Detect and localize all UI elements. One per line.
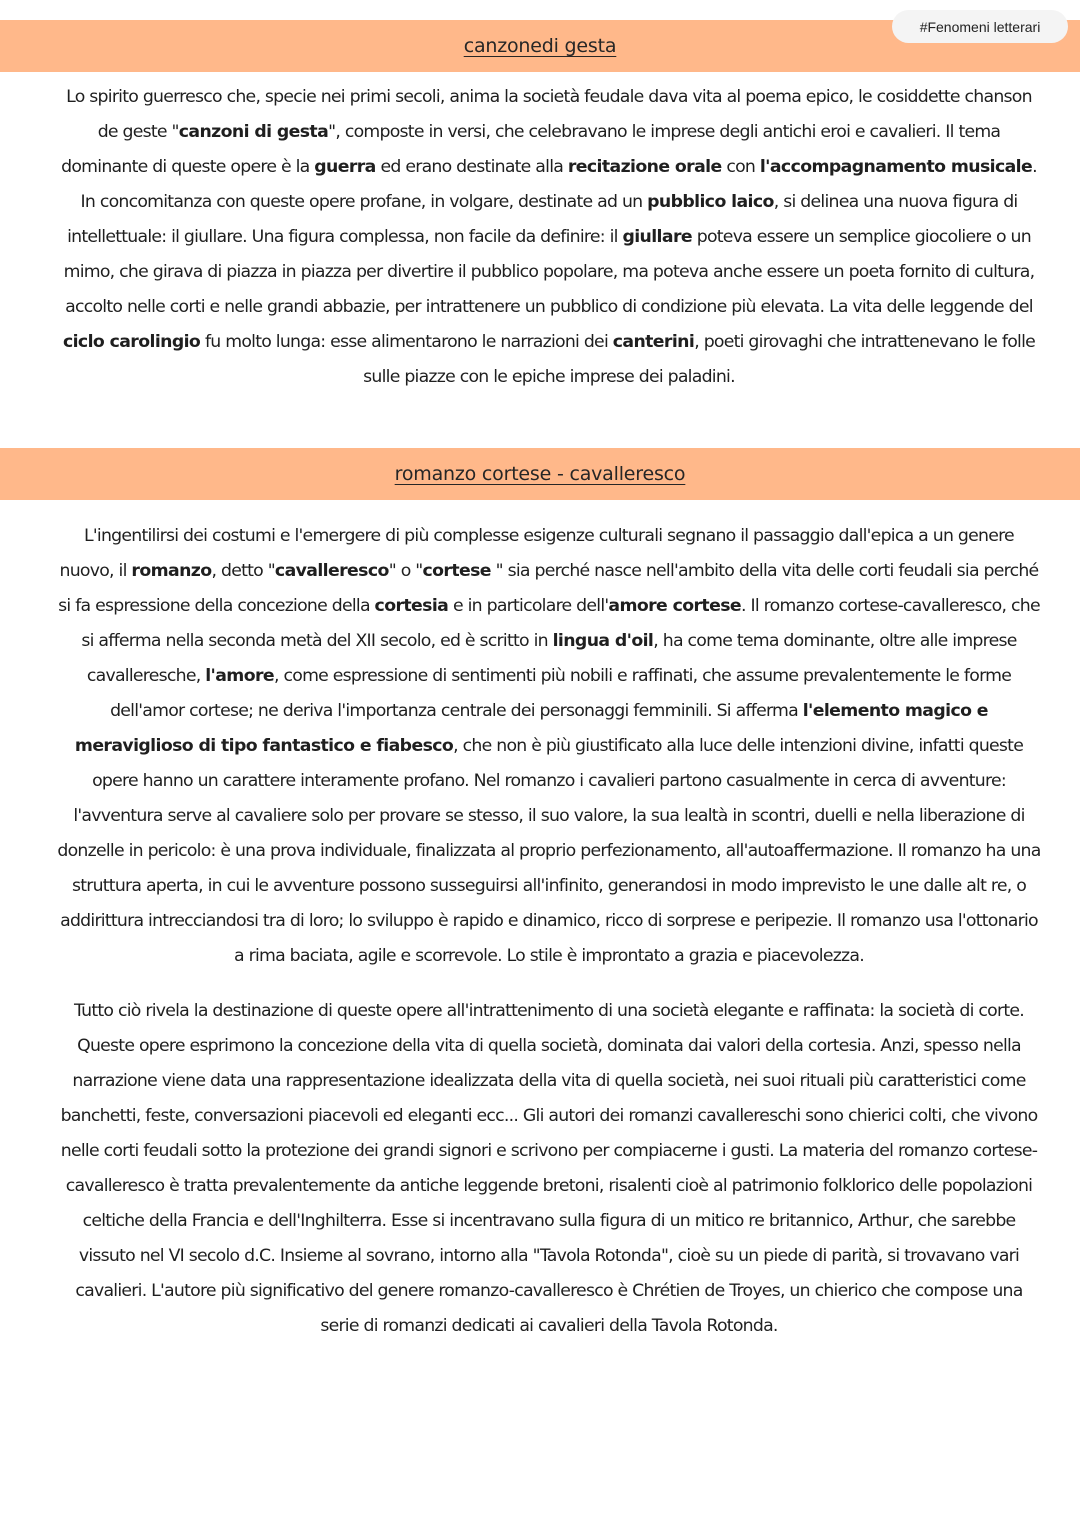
bold-term: guerra [314, 157, 376, 177]
paragraph-canzoni: Lo spirito guerresco che, specie nei primi secoli, anima la società feudale dava vita al poema epico, le cosiddette chanson de geste "canzoni di gesta", composte in versi, che celebravano le imprese degli antichi eroi e cavalieri. Il tema dominante di queste opere è la guerra ed erano destinate alla recitazione orale con l'accompagnamento musicale. In concomitanza con queste opere profane, in volgare, destinate ad un pubblico laico, si delinea una nuova figura di intellettuale: il giullare. Una figura complessa, non facile da definire: il giullare poteva essere un semplice giocoliere o un mimo, che girava di piazza in piazza per divertire il pubblico popolare, ma poteva anche essere un poeta fornito di cultura, accolto nelle corti e nelle grandi abbazie, per intrattenere un pubblico di condizione più elevata. La vita delle leggende del ciclo carolingio fu molto lunga: esse alimentarono le narrazioni dei canterini, poeti girovaghi che intrattenevano le folle sulle piazze con le epiche imprese dei paladini. [61, 87, 1037, 387]
paragraph-romanzo: L'ingentilirsi dei costumi e l'emergere di più complesse esigenze culturali segnano il passaggio dall'epica a un genere nuovo, il romanzo, detto "cavalleresco" o "cortese " sia perché nasce nell'ambito della vita delle corti feudali sia perché si fa espressione della concezione della cortesia e in particolare dell'amore cortese. Il romanzo cortese-cavalleresco, che si afferma nella seconda metà del XII secolo, ed è scritto in lingua d'oil, ha come tema dominante, oltre alle imprese cavalleresche, l'amore, come espressione di sentimenti più nobili e raffinati, che assume prevalentemente le forme dell'amor cortese; ne deriva l'importanza centrale dei personaggi femminili. Si afferma l'elemento magico e meraviglioso di tipo fantastico e fiabesco, che non è più giustificato alla luce delle intenzioni divine, infatti queste opere hanno un carattere interamente profano. Nel romanzo i cavalieri partono casualmente in cerca di avventure: l'avventura serve al cavaliere solo per provare se stesso, il suo valore, la sua lealtà in scontri, duelli e nella liberazione di donzelle in pericolo: è una prova individuale, finalizzata al proprio perfezionamento, all'autoaffermazione. Il romanzo ha una struttura aperta, in cui le avventure possono susseguirsi all'infinito, generandosi in modo imprevisto le une dalle alt re, o addirittura intrecciandosi tra di loro; lo sviluppo è rapido e dinamico, ricco di sorprese e peripezie. Il romanzo usa l'ottonario a rima baciata, agile e scorrevole. Lo stile è improntato a grazia e piacevolezza. [57, 526, 1041, 966]
bold-term: cortesia [374, 596, 449, 616]
bold-term: l'accompagnamento musicale [759, 157, 1033, 177]
bold-term: canzoni di gesta [178, 122, 329, 142]
bold-term: lingua d'oil [552, 631, 654, 651]
bold-term: l'amore [205, 666, 275, 686]
bold-term: romanzo [131, 561, 212, 581]
bold-term: l'elemento magico e meraviglioso di tipo fantastico e fiabesco [74, 701, 988, 756]
bold-term: giullare [622, 227, 692, 247]
section-header-romanzo [0, 448, 1080, 500]
bold-term: cavalleresco [274, 561, 389, 581]
bold-term: cortese [422, 561, 491, 581]
section-title: canzonedi gesta [463, 35, 617, 57]
bold-term: pubblico laico [647, 192, 774, 212]
bold-term: ciclo carolingio [62, 332, 201, 352]
section-title: romanzo cortese - cavalleresco [394, 463, 686, 485]
topic-tag[interactable]: #Fenomeni letterari [892, 10, 1068, 43]
bold-term: recitazione orale [567, 157, 722, 177]
paragraph-romanzo-corte: Tutto ciò rivela la destinazione di queste opere all'intrattenimento di una società elegante e raffinata: la società di corte. Queste opere esprimono la concezione della vita di quella società, dominata dai valori della cortesia. Anzi, spesso nella narrazione viene data una rappresentazione idealizzata della vita di quella società, nei suoi rituali più caratteristici come banchetti, feste, conversazioni piacevoli ed eleganti ecc... Gli autori dei romanzi cavallereschi sono chierici colti, che vivono nelle corti feudali sotto la protezione dei grandi signori e scrivono per compiacerne i gusti. La materia del romanzo cortese-cavalleresco è tratta prevalentemente da antiche leggende bretoni, risalenti cioè al patrimonio folklorico delle popolazioni celtiche della Francia e dell'Inghilterra. Esse si incentravano sulla figura di un mitico re britannico, Arthur, che sarebbe vissuto nel VI secolo d.C. Insieme al sovrano, intorno alla "Tavola Rotonda", cioè su un piede di parità, si trovavano vari cavalieri. L'autore più significativo del genere romanzo-cavalleresco è Chrétien de Troyes, un chierico che compose una serie di romanzi dedicati ai cavalieri della Tavola Rotonda. [60, 1001, 1038, 1336]
bold-term: canterini [612, 332, 695, 352]
bold-term: amore cortese [608, 596, 742, 616]
